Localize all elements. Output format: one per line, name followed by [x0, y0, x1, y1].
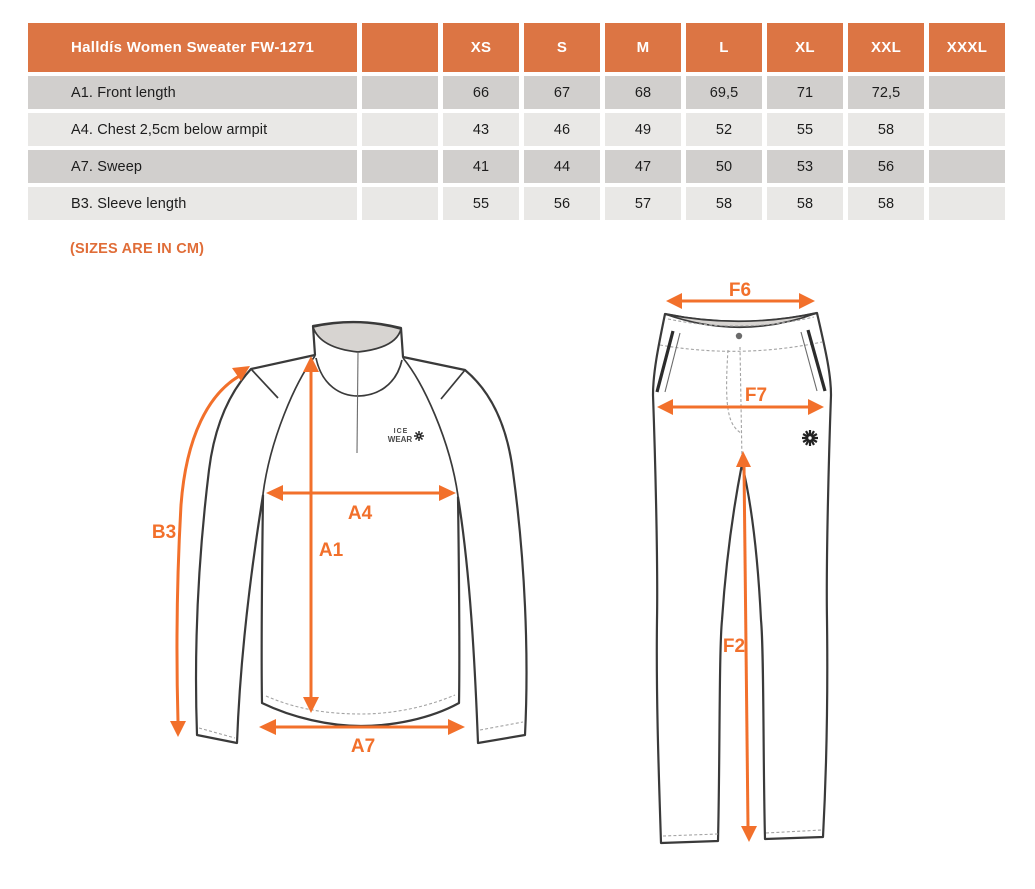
logo-text-line1: ICE [393, 428, 409, 435]
row-label: B3. Sleeve length [28, 187, 357, 220]
value-cell: 55 [767, 113, 843, 146]
header-size-xl: XL [767, 23, 843, 72]
waist-button [736, 333, 742, 339]
table-title: Halldís Women Sweater FW-1271 [28, 23, 357, 72]
value-cell: 44 [524, 150, 600, 183]
value-cell: 46 [524, 113, 600, 146]
a7-label: A7 [350, 736, 376, 757]
units-note: (SIZES ARE IN CM) [70, 241, 205, 257]
value-cell: 58 [686, 187, 762, 220]
value-cell: 67 [524, 76, 600, 109]
value-cell: 41 [443, 150, 519, 183]
value-cell: 53 [767, 150, 843, 183]
value-cell: 47 [605, 150, 681, 183]
value-cell: 57 [605, 187, 681, 220]
pants-drawing [653, 280, 831, 843]
value-cell: 52 [686, 113, 762, 146]
f6-label: F6 [728, 280, 752, 301]
snowflake-icon [414, 431, 424, 441]
value-cell: 72,5 [848, 76, 924, 109]
header-size-xxl: XXL [848, 23, 924, 72]
header-size-m: M [605, 23, 681, 72]
value-cell: 58 [848, 187, 924, 220]
f2-label: F2 [722, 636, 746, 657]
value-cell: 71 [767, 76, 843, 109]
value-cell: 58 [848, 113, 924, 146]
value-cell: 66 [443, 76, 519, 109]
row-label: A1. Front length [28, 76, 357, 109]
value-cell: 58 [767, 187, 843, 220]
row-label: A7. Sweep [28, 150, 357, 183]
value-cell: 68 [605, 76, 681, 109]
sweater-outline [196, 322, 526, 743]
header-size-s: S [524, 23, 600, 72]
pants-outline [653, 313, 831, 843]
header-size-l: L [686, 23, 762, 72]
value-cell: 43 [443, 113, 519, 146]
sweater-drawing [152, 322, 527, 757]
f7-label: F7 [744, 385, 768, 406]
a1-label: A1 [318, 540, 344, 561]
b3-label: B3 [151, 522, 177, 543]
value-cell: 69,5 [686, 76, 762, 109]
value-cell: 56 [848, 150, 924, 183]
header-size-xxxl: XXXL [929, 23, 1005, 72]
logo-text-line2: WEAR [387, 435, 413, 444]
header-size-xs: XS [443, 23, 519, 72]
row-label: A4. Chest 2,5cm below armpit [28, 113, 357, 146]
a4-label: A4 [347, 503, 373, 524]
value-cell: 56 [524, 187, 600, 220]
value-cell: 55 [443, 187, 519, 220]
value-cell: 50 [686, 150, 762, 183]
value-cell: 49 [605, 113, 681, 146]
